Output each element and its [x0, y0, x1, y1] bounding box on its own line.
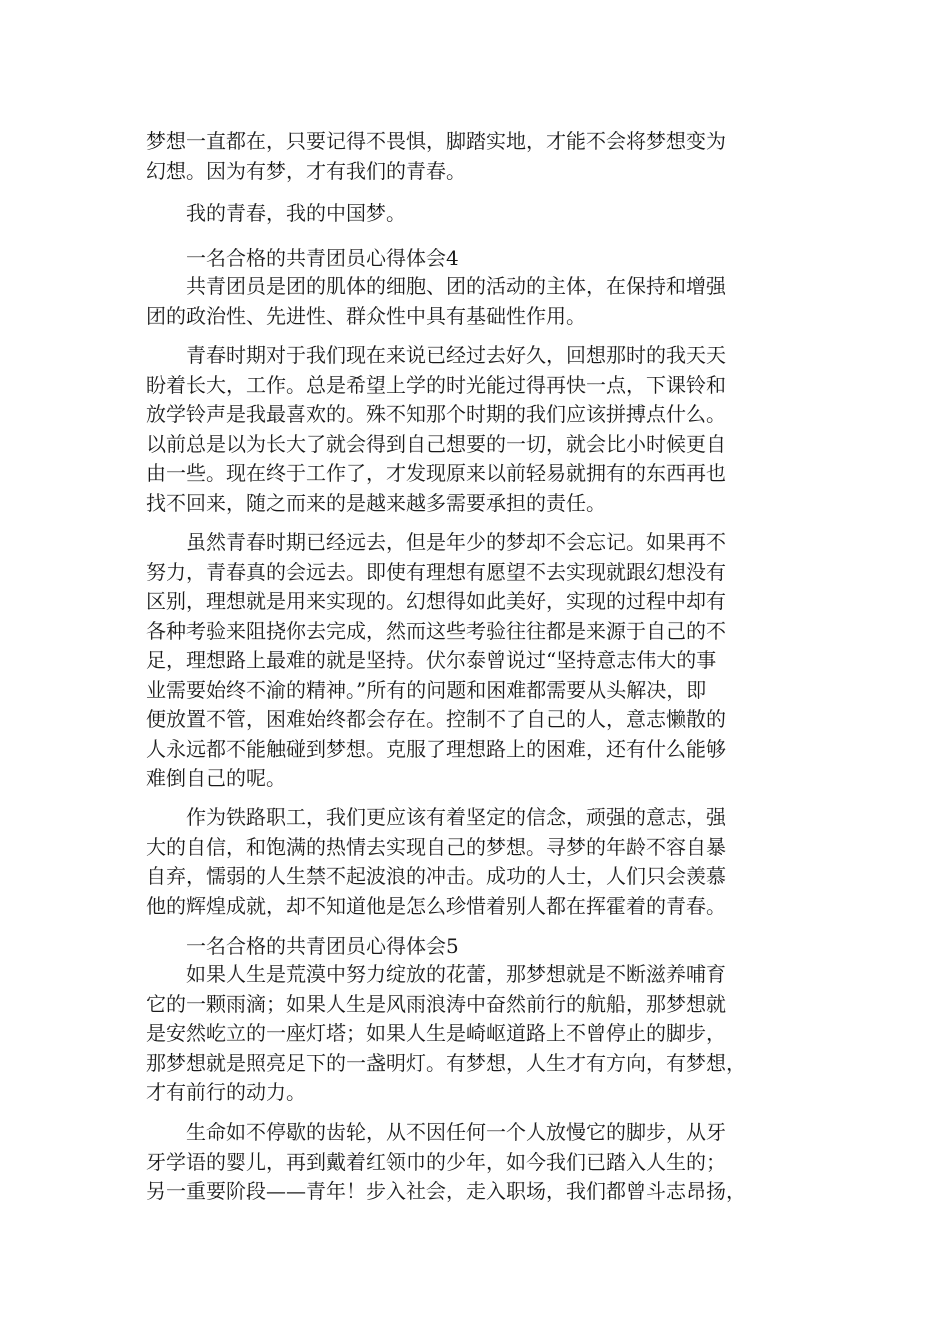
- text-line: 作为铁路职工，我们更应该有着坚定的信念，顽强的意志，强: [146, 805, 726, 829]
- text-line: 区别，理想就是用来实现的。幻想得如此美好，实现的过程中却有: [146, 589, 726, 613]
- text-line: 人永远都不能触碰到梦想。克服了理想路上的困难，还有什么能够: [146, 736, 726, 761]
- text-line: 大的自信，和饱满的热情去实现自己的梦想。寻梦的年龄不容自暴: [146, 834, 726, 859]
- paragraph-7: [146, 960, 826, 1108]
- text-line: 放学铃声是我最喜欢的。殊不知那个时期的我们应该拼搏点什么。: [146, 402, 726, 426]
- text-line: 生命如不停歇的齿轮，从不因任何一个人放慢它的脚步，从牙: [146, 1120, 726, 1144]
- text-line: 难倒自己的呢。: [146, 766, 286, 790]
- text-line: 梦想一直都在，只要记得不畏惧，脚踏实地，才能不会将梦想变为: [146, 129, 726, 153]
- text-line: 那梦想就是照亮足下的一盏明灯。有梦想，人生才有方向，有梦想，: [146, 1050, 746, 1075]
- text-line: 由一些。现在终于工作了，才发现原来以前轻易就拥有的东西再也: [146, 461, 726, 485]
- text-line: 盼着长大，工作。总是希望上学的时光能过得再快一点，下课铃和: [146, 372, 726, 397]
- paragraph-2: [146, 199, 826, 229]
- text-line: 青春时期对于我们现在来说已经过去好久，回想那时的我天天: [146, 343, 726, 367]
- text-line: 幻想。因为有梦，才有我们的青春。: [146, 158, 466, 183]
- text-line: 各种考验来阻挠你去完成，然而这些考验往往都是来源于自己的不: [146, 618, 726, 643]
- text-line: 虽然青春时期已经远去，但是年少的梦却不会忘记。如果再不: [146, 530, 726, 554]
- text-line: 如果人生是荒漠中努力绽放的花蕾，那梦想就是不断滋养哺育: [146, 962, 726, 986]
- text-line: 是安然屹立的一座灯塔；如果人生是崎岖道路上不曾停止的脚步，: [146, 1021, 726, 1045]
- text-line: 业需要始终不渝的精神。”所有的问题和困难都需要从头解决，即: [146, 677, 707, 702]
- paragraph-1: [146, 127, 826, 186]
- heading-line: 一名合格的共青团员心得体会5: [146, 934, 459, 958]
- text-line: 它的一颗雨滴；如果人生是风雨浪涛中奋然前行的航船，那梦想就: [146, 991, 726, 1016]
- text-line: 以前总是以为长大了就会得到自己想要的一切，就会比小时候更自: [146, 431, 726, 456]
- text-line: 另一重要阶段——青年！步入社会，走入职场，我们都曾斗志昂扬，: [146, 1179, 746, 1203]
- text-line: 足，理想路上最难的就是坚持。伏尔泰曾说过“坚持意志伟大的事: [146, 648, 717, 672]
- paragraph-5: [146, 528, 826, 794]
- paragraph-6: [146, 803, 826, 921]
- section-heading-4: [146, 244, 826, 274]
- text-line: 便放置不管，困难始终都会存在。控制不了自己的人，意志懒散的: [146, 707, 726, 731]
- text-line: 牙学语的婴儿，再到戴着红领巾的少年，如今我们已踏入人生的；: [146, 1149, 726, 1174]
- text-line: 努力，青春真的会远去。即使有理想有愿望不去实现就跟幻想没有: [146, 559, 726, 584]
- section-heading-5: [146, 932, 826, 962]
- paragraph-4: [146, 341, 826, 518]
- paragraph-8: [146, 1118, 826, 1207]
- text-line: 他的辉煌成就，却不知道他是怎么珍惜着别人都在挥霍着的青春。: [146, 893, 726, 918]
- text-line: 团的政治性、先进性、群众性中具有基础性作用。: [146, 303, 586, 328]
- text-line: 我的青春，我的中国梦。: [146, 201, 406, 225]
- heading-line: 一名合格的共青团员心得体会4: [146, 246, 459, 270]
- text-line: 自弃，懦弱的人生禁不起波浪的冲击。成功的人士，人们只会羡慕: [146, 864, 726, 888]
- text-line: 共青团员是团的肌体的细胞、团的活动的主体，在保持和增强: [146, 274, 726, 298]
- text-line: 才有前行的动力。: [146, 1080, 306, 1104]
- paragraph-3: [146, 272, 826, 331]
- text-line: 找不回来，随之而来的是越来越多需要承担的责任。: [146, 490, 606, 515]
